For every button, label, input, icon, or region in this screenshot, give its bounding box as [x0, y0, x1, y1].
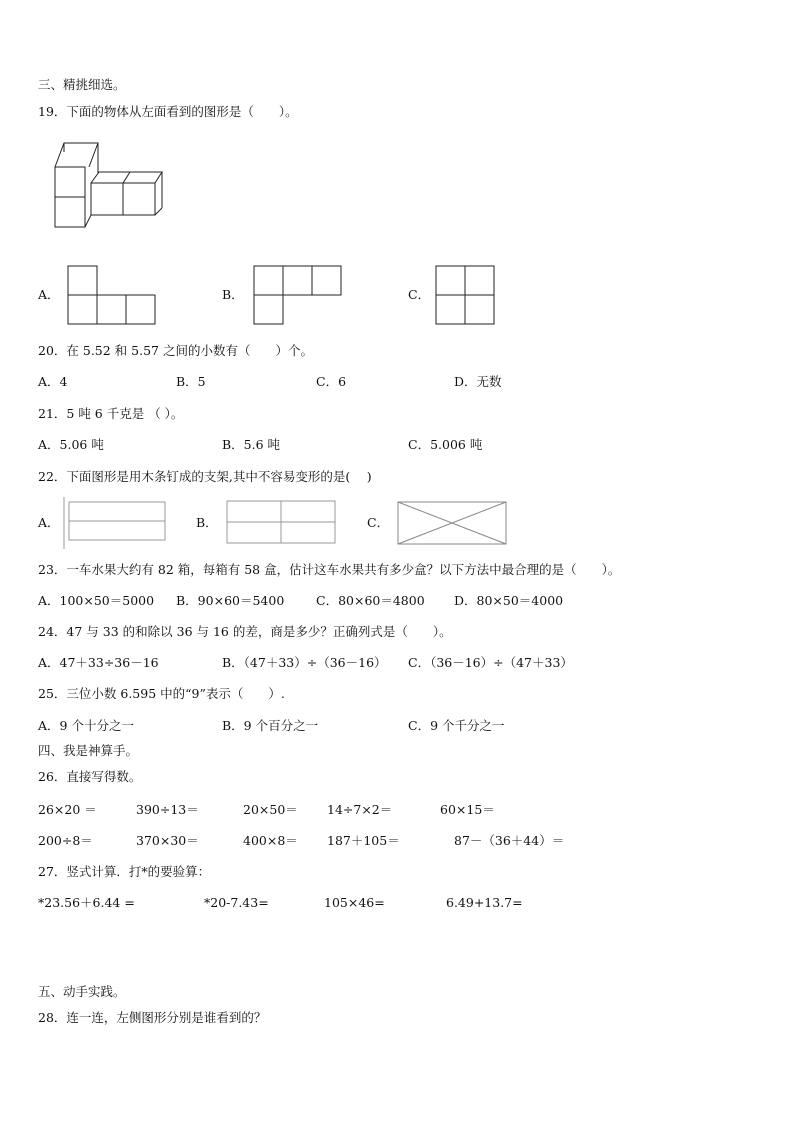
q20-option-b[interactable]: B．5	[176, 374, 206, 389]
q21-option-b[interactable]: B．5.6 吨	[222, 437, 281, 452]
question-19: 19．下面的物体从左面看到的图形是（ ）。	[38, 104, 298, 119]
q26-r1-item-1: 26×20 ＝	[38, 802, 97, 817]
q27-item-2: *20-7.43=	[204, 895, 269, 910]
q23-option-d[interactable]: D．80×50＝4000	[454, 593, 564, 608]
q26-r2-item-5: 87－（36＋44）＝	[454, 833, 565, 848]
q26-r2-item-1: 200÷8＝	[38, 833, 93, 848]
q22-option-a[interactable]: A．	[38, 515, 60, 530]
q24-option-a[interactable]: A．47＋33÷36－16	[38, 655, 159, 670]
q26-r2-item-4: 187＋105＝	[327, 833, 400, 848]
q22-frame-b	[224, 498, 338, 546]
section-5-heading: 五、动手实践。	[38, 984, 126, 999]
q19-figure-b	[252, 264, 344, 328]
q27-item-1: *23.56＋6.44 =	[38, 895, 135, 910]
section-3-heading: 三、精挑细选。	[38, 77, 126, 92]
q22-frame-a	[62, 496, 168, 550]
q22-option-c[interactable]: C．	[367, 515, 390, 530]
question-23: 23．一车水果大约有 82 箱，每箱有 58 盒，估计这车水果共有多少盒？以下方法中最合理的是（ ）。	[38, 562, 621, 577]
q25-option-b[interactable]: B．9 个百分之一	[222, 718, 319, 733]
question-24: 24．47 与 33 的和除以 36 与 16 的差，商是多少？正确列式是（ ）。	[38, 624, 452, 639]
q20-option-d[interactable]: D．无数	[454, 374, 502, 389]
question-25: 25．三位小数 6.595 中的“9”表示（ ）.	[38, 686, 285, 701]
q20-option-a[interactable]: A．4	[38, 374, 68, 389]
q24-option-b[interactable]: B．（47＋33）÷（36－16）	[222, 655, 387, 670]
q19-figure-c	[434, 264, 498, 328]
question-28: 28．连一连，左侧图形分别是谁看到的？	[38, 1010, 267, 1025]
q21-option-c[interactable]: C．5.006 吨	[408, 437, 483, 452]
question-20: 20．在 5.52 和 5.57 之间的小数有（ ）个。	[38, 343, 313, 358]
q27-item-3: 105×46=	[324, 895, 385, 910]
q23-option-b[interactable]: B．90×60＝5400	[176, 593, 285, 608]
section-4-heading: 四、我是神算手。	[38, 743, 139, 758]
q22-option-b[interactable]: B．	[196, 515, 218, 530]
q21-option-a[interactable]: A．5.06 吨	[38, 437, 104, 452]
q27-item-4: 6.49+13.7=	[446, 895, 523, 910]
question-21: 21．5 吨 6 千克是 （ ）。	[38, 406, 184, 421]
q26-r1-item-3: 20×50＝	[243, 802, 298, 817]
q24-option-c[interactable]: C．（36－16）÷（47＋33）	[408, 655, 573, 670]
q25-option-a[interactable]: A．9 个十分之一	[38, 718, 134, 733]
q26-r1-item-2: 390÷13＝	[136, 802, 199, 817]
question-22: 22．下面图形是用木条钉成的支架,其中不容易变形的是( )	[38, 469, 372, 484]
question-26: 26．直接写得数。	[38, 769, 142, 784]
q23-option-c[interactable]: C．80×60＝4800	[316, 593, 425, 608]
q26-r1-item-4: 14÷7×2＝	[327, 802, 393, 817]
question-27: 27．竖式计算．打*的要验算：	[38, 864, 211, 879]
q22-frame-c	[394, 498, 510, 548]
q20-option-c[interactable]: C．6	[316, 374, 347, 389]
q26-r2-item-2: 370×30＝	[136, 833, 199, 848]
q19-figure-a	[66, 264, 160, 328]
q23-option-a[interactable]: A．100×50＝5000	[38, 593, 155, 608]
q26-r1-item-5: 60×15＝	[440, 802, 495, 817]
q19-option-b[interactable]: B．	[222, 287, 244, 302]
q19-solid-figure	[52, 140, 164, 230]
q19-option-c[interactable]: C．	[408, 287, 431, 302]
q25-option-c[interactable]: C．9 个千分之一	[408, 718, 505, 733]
q19-option-a[interactable]: A．	[38, 287, 60, 302]
q26-r2-item-3: 400×8＝	[243, 833, 298, 848]
